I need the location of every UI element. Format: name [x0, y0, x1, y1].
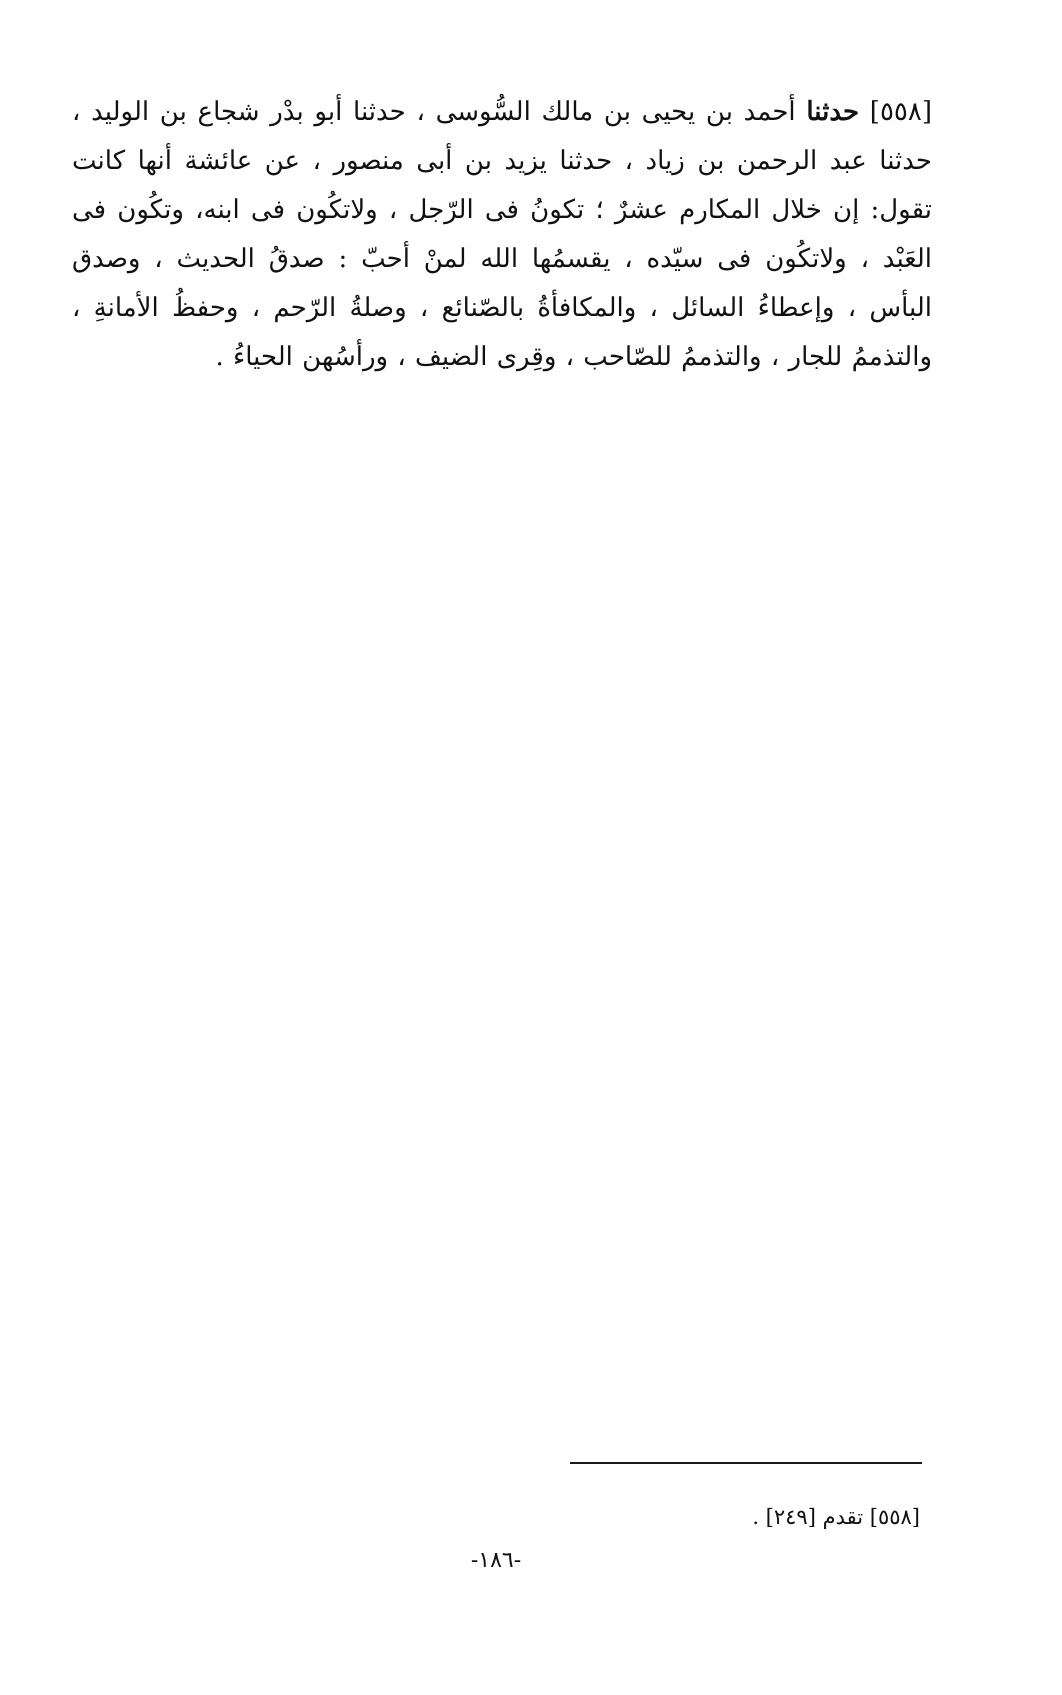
page-number: -١٨٦- — [470, 1548, 522, 1573]
hadith-body: أحمد بن يحيى بن مالك السُّوسى ، حدثنا أبو بدْر شجاع بن الوليد ، حدثنا عبد الرحمن بن زياد ، حدثنا يزيد بن أبى منصور ، عن عائشة أنها كانت تقول: إن خلال المكارم عشرٌ ؛ تكونُ فى الرّجل ، ولاتكُون فى ابنه، وتكُون فى العَبْد ، ولاتكُون فى سيّده ، يقسمُها الله لمنْ أحبّ : صدقُ الحديث ، وصدق البأس ، وإعطاءُ السائل ، والمكافأةُ بالصّنائع ، وصلةُ الرّحم ، وحفظُ الأمانةِ ، والتذممُ للجار ، والتذممُ للصّاحب ، وقِرى الضيف ، ورأسُهن الحياءُ . — [72, 97, 932, 372]
footnote: [٥٥٨] تقدم [٢٤٩] . — [752, 1505, 920, 1529]
hadith-number: [٥٥٨] — [869, 97, 933, 127]
footnote-divider — [570, 1462, 922, 1464]
hadith-lead-word: حدثنا — [806, 97, 860, 127]
hadith-text-block — [72, 88, 932, 382]
hadith-paragraph — [72, 88, 932, 382]
